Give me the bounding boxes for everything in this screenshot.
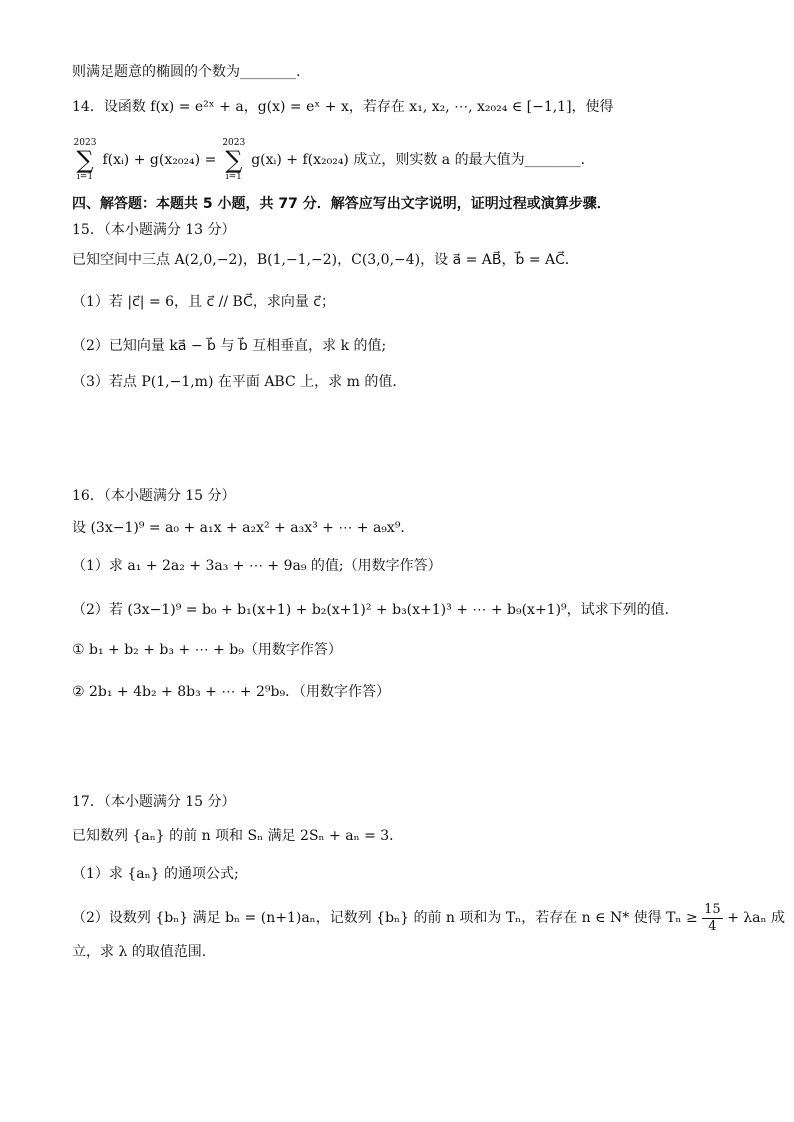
- problem-17-header: 17．（本小题满分 15 分）: [72, 794, 236, 810]
- problem-14-statement: 14．设函数 f(x) = e²ˣ + a，g(x) = eˣ + x，若存在 x₁, x₂, ⋯, x₂₀₂₄ ∈ [−1,1]，使得: [72, 99, 614, 115]
- fraction-15-over-4: $\frac{15}{4}$: [704, 901, 721, 934]
- problem-17-part-2-continued: 立，求 λ 的取值范围．: [72, 944, 216, 960]
- line-blank-answer: 则满足题意的椭圆的个数为________.: [72, 64, 301, 80]
- problem-15-statement: 已知空间中三点 A(2,0,−2)，B(1,−1,−2)，C(3,0,−4)，设 a⃗ = AB⃗，b⃗ = AC⃗．: [72, 252, 579, 268]
- problem-16-header: 16．（本小题满分 15 分）: [72, 488, 236, 504]
- section-heading-4: 四、解答题：本题共 5 小题，共 77 分．解答应写出文字说明，证明过程或演算步骤．: [72, 196, 611, 212]
- problem-16-part-2-item-2: ② 2b₁ + 4b₂ + 8b₃ + ⋯ + 2⁹b₉．（用数字作答）: [72, 684, 391, 700]
- problem-17-part-2: （2）设数列 {bₙ} 满足 bₙ = (n+1)aₙ，记数列 {bₙ} 的前 n 项和为 Tₙ，若存在 n ∈ N* 使得 Tₙ ≥ $\frac{15}{4}$ + λaₙ 成: [72, 901, 786, 934]
- summation-left: 2023 ∑ i=1: [73, 138, 97, 182]
- problem-14-equation: 2023 ∑ i=1 f(xᵢ) + g(x₂₀₂₄) = 2023 ∑ i=1 g(xᵢ) + f(x₂₀₂₄) 成立，则实数 a 的最大值为________.: [73, 138, 586, 182]
- problem-17-statement: 已知数列 {aₙ} 的前 n 项和 Sₙ 满足 2Sₙ + aₙ = 3．: [72, 828, 404, 844]
- problem-16-part-2: （2）若 (3x−1)⁹ = b₀ + b₁(x+1) + b₂(x+1)² + b₃(x+1)³ + ⋯ + b₉(x+1)⁹，试求下列的值．: [72, 602, 679, 618]
- problem-17-part-1: （1）求 {aₙ} 的通项公式;: [72, 866, 239, 882]
- problem-16-part-2-item-1: ① b₁ + b₂ + b₃ + ⋯ + b₉（用数字作答）: [72, 642, 342, 658]
- problem-15-part-2: （2）已知向量 ka⃗ − b⃗ 与 b⃗ 互相垂直，求 k 的值;: [72, 338, 387, 354]
- problem-15-part-1: （1）若 |c⃗| = 6，且 c⃗ // BC⃗，求向量 c⃗；: [72, 294, 335, 310]
- summation-right: 2023 ∑ i=1: [222, 138, 246, 182]
- problem-15-part-3: （3）若点 P(1,−1,m) 在平面 ABC 上，求 m 的值．: [72, 374, 407, 390]
- problem-15-header: 15．（本小题满分 13 分）: [72, 222, 236, 238]
- problem-16-part-1: （1）求 a₁ + 2a₂ + 3a₃ + ⋯ + 9a₉ 的值;（用数字作答）: [72, 558, 442, 574]
- problem-16-statement: 设 (3x−1)⁹ = a₀ + a₁x + a₂x² + a₃x³ + ⋯ + a₉x⁹．: [72, 520, 415, 536]
